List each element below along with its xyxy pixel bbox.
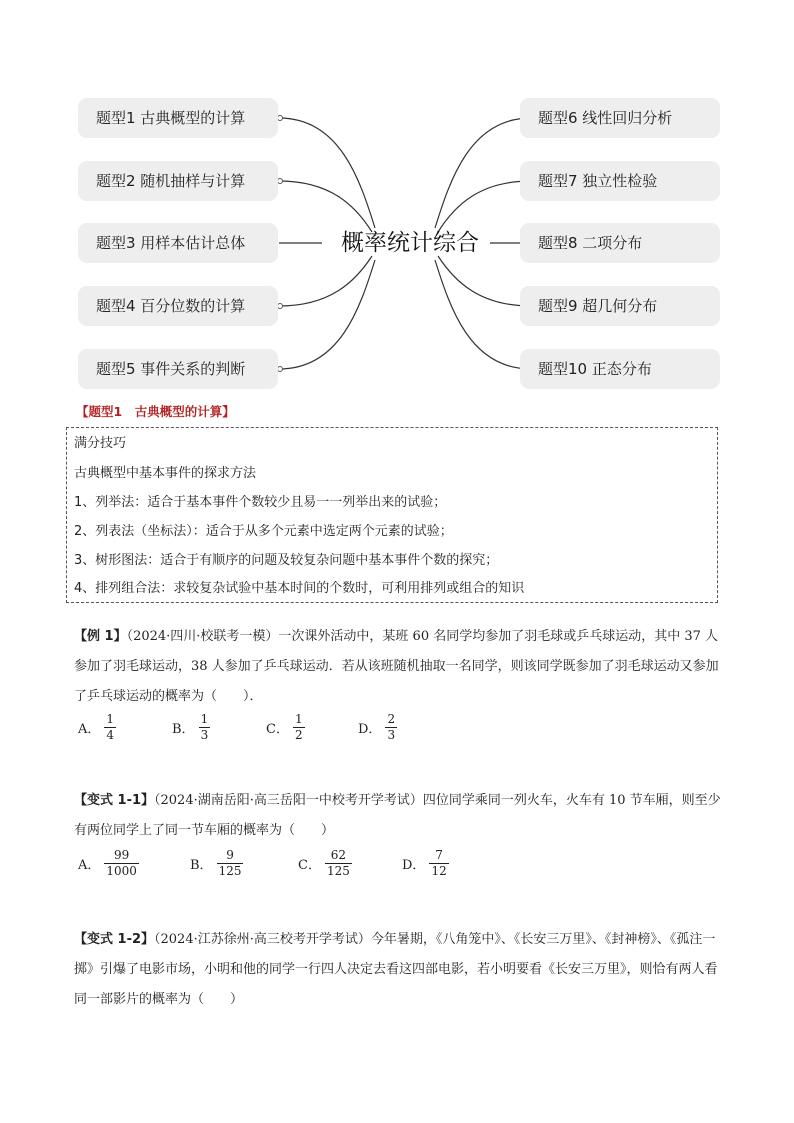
numerator: 1 [200,712,209,726]
node-dot-left-5 [278,367,283,372]
denominator: 4 [106,728,115,742]
topic-left-4: 题型4 百分位数的计算 [78,286,278,326]
option-a [78,712,116,743]
question-body: （2024·江苏徐州·高三校考开学考试）今年暑期，《八角笼中》、《长安三万里》、《封神榜》、《孤注一掷》引爆了电影市场，小明和他的同学一行四人决定去看这四部电影，若小明要看《长安三万里》，则恰有两人看同一部影片的概率为（ ） [74,932,718,1007]
tips-item-2: 2、列表法（坐标法）：适合于从多个元素中选定两个元素的试验； [74,524,453,539]
fraction [385,712,397,743]
topic-left-2: 题型2 随机抽样与计算 [78,161,278,201]
denominator: 1000 [106,864,137,878]
node-dot-left-1 [278,116,283,121]
option-b [172,712,210,743]
option-c [266,712,305,743]
option-b [190,848,243,879]
option-label: B． [190,858,213,873]
numerator: 9 [226,848,234,862]
option-label: C． [266,722,289,737]
fraction [104,712,116,743]
tips-item-3: 3、树形图法：适合于有顺序的问题及较复杂问题中基本事件个数的探究； [74,553,499,568]
numerator: 62 [330,848,347,862]
topic-right-5: 题型10 正态分布 [520,349,720,389]
question-tag: 【例 1】 [74,629,127,644]
option-c [298,848,352,879]
question-tag: 【变式 1-2】 [74,932,155,947]
connector-right-2 [438,181,531,232]
fraction [199,712,211,743]
connector-left-4 [279,256,372,306]
connector-right-4 [438,256,531,306]
connector-left-2 [279,181,372,232]
topic-left-1: 题型1 古典概型的计算 [78,98,278,138]
fraction [217,848,244,879]
topic-left-3: 题型3 用样本估计总体 [78,223,278,263]
tips-box [66,427,718,603]
section-heading: 【题型1 古典概型的计算】 [76,404,235,419]
denominator: 125 [326,864,350,878]
tips-title: 满分技巧 [74,436,127,451]
option-label: B． [172,722,195,737]
option-label: D． [358,722,382,737]
numerator: 1 [294,712,303,726]
topic-right-1: 题型6 线性回归分析 [520,98,720,138]
question-body: （2024·湖南岳阳·高三岳阳一中校考开学考试）四位同学乘同一列火车，火车有 10 节车厢，则至少有两位同学上了同一节车厢的概率为（ ） [74,793,721,838]
denominator: 2 [294,728,303,742]
numerator: 7 [435,848,443,862]
question-variant-1-1 [74,786,722,846]
tips-subtitle: 古典概型中基本事件的探求方法 [74,466,257,481]
fraction [104,848,139,879]
option-label: C． [298,858,321,873]
numerator: 2 [387,712,396,726]
option-label: D． [402,858,426,873]
topic-left-5: 题型5 事件关系的判断 [78,349,278,389]
mindmap-center-title: 概率统计综合 [341,230,479,256]
question-body: （2024·四川·校联考一模）一次课外活动中，某班 60 名同学均参加了羽毛球或乒乓球运动，其中 37 人参加了羽毛球运动，38 人参加了乒乓球运动．若从该班随机抽取一名同学，则该同学既参加了羽毛球运动又参加了乒乓球运动的概率为（ ）． [74,629,719,704]
question-variant-1-2 [74,925,722,1015]
topic-right-4: 题型9 超几何分布 [520,286,720,326]
fraction [325,848,352,879]
denominator: 3 [387,728,396,742]
question-tag: 【变式 1-1】 [74,793,155,808]
question-example-1 [74,622,722,712]
fraction [429,848,448,879]
tips-item-1: 1、列举法：适合于基本事件个数较少且易一一列举出来的试验； [74,495,447,510]
numerator: 99 [114,848,130,862]
fraction [293,712,305,743]
topic-right-3: 题型8 二项分布 [520,223,720,263]
node-dot-left-2 [278,179,283,184]
connector-left-1 [279,118,375,228]
numerator: 1 [106,712,115,726]
denominator: 125 [218,864,242,878]
option-label: A． [78,858,101,873]
connector-right-1 [435,118,531,228]
topic-right-2: 题型7 独立性检验 [520,161,720,201]
option-a [78,848,139,879]
connector-right-5 [435,260,531,369]
option-label: A． [78,722,101,737]
node-dot-left-4 [278,304,283,309]
option-d [358,712,397,743]
tips-item-4: 4、排列组合法：求较复杂试验中基本时间的个数时，可利用排列或组合的知识 [74,581,525,596]
connector-left-5 [279,260,375,369]
denominator: 12 [431,864,447,878]
denominator: 3 [200,728,209,742]
option-d [402,848,449,879]
